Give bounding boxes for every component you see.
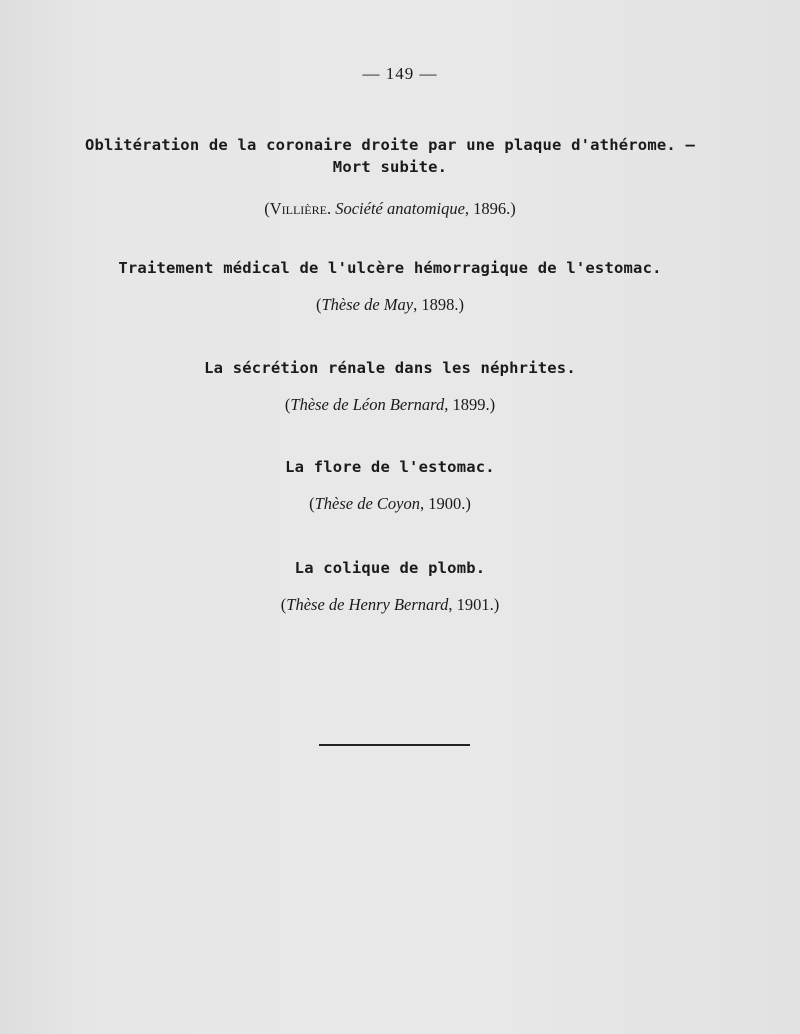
- publication-entry: [60, 557, 720, 615]
- publication-entry: [60, 134, 720, 219]
- entry-title-line: Mort subite.: [332, 158, 448, 176]
- bleed-through-text: [300, 236, 304, 252]
- publication-entry: [60, 456, 720, 514]
- entry-title: [60, 357, 720, 379]
- citation-year: , 1899.): [444, 395, 496, 414]
- entry-title-line: Traitement médical de l'ulcère hémorragique de l'estomac.: [118, 259, 662, 277]
- page-number: — 149 —: [362, 64, 438, 83]
- entry-citation: [60, 395, 720, 415]
- citation-year: , 1900.): [420, 494, 471, 513]
- citation-source: Thèse de Léon Bernard: [290, 395, 445, 414]
- citation-paren: (: [315, 295, 322, 314]
- citation-author: Villière: [269, 199, 327, 218]
- entry-title: [60, 456, 720, 478]
- entry-title: [60, 257, 720, 279]
- entry-title-line: Oblitération de la coronaire droite par une plaque d'athérome. —: [84, 136, 696, 154]
- citation-paren: (: [309, 494, 315, 513]
- citation-source: Thèse de Henry Bernard: [286, 595, 449, 614]
- entry-citation: [60, 595, 720, 615]
- citation-year: , 1901.): [448, 595, 500, 614]
- entry-title: [60, 557, 720, 579]
- citation-separator: .: [326, 199, 336, 218]
- end-rule-divider: [319, 744, 470, 746]
- citation-paren: (: [280, 595, 287, 614]
- citation-source: Thèse de May: [321, 295, 414, 314]
- entry-title: [60, 134, 720, 178]
- entry-citation: [60, 295, 720, 315]
- entry-citation: [60, 199, 720, 219]
- entry-title-line: La sécrétion rénale dans les néphrites.: [204, 359, 576, 377]
- entry-title-line: La flore de l'estomac.: [285, 458, 495, 476]
- publication-entry: [60, 357, 720, 415]
- citation-source: Thèse de Coyon: [314, 494, 421, 513]
- citation-paren: (: [284, 395, 291, 414]
- publication-entry: [60, 257, 720, 315]
- entry-title-line: La colique de plomb.: [294, 559, 486, 577]
- citation-year: , 1896.): [464, 199, 516, 218]
- citation-year: , 1898.): [413, 295, 464, 314]
- citation-paren: (: [264, 199, 270, 218]
- citation-source: Société anatomique: [335, 199, 465, 218]
- entry-citation: [60, 494, 720, 514]
